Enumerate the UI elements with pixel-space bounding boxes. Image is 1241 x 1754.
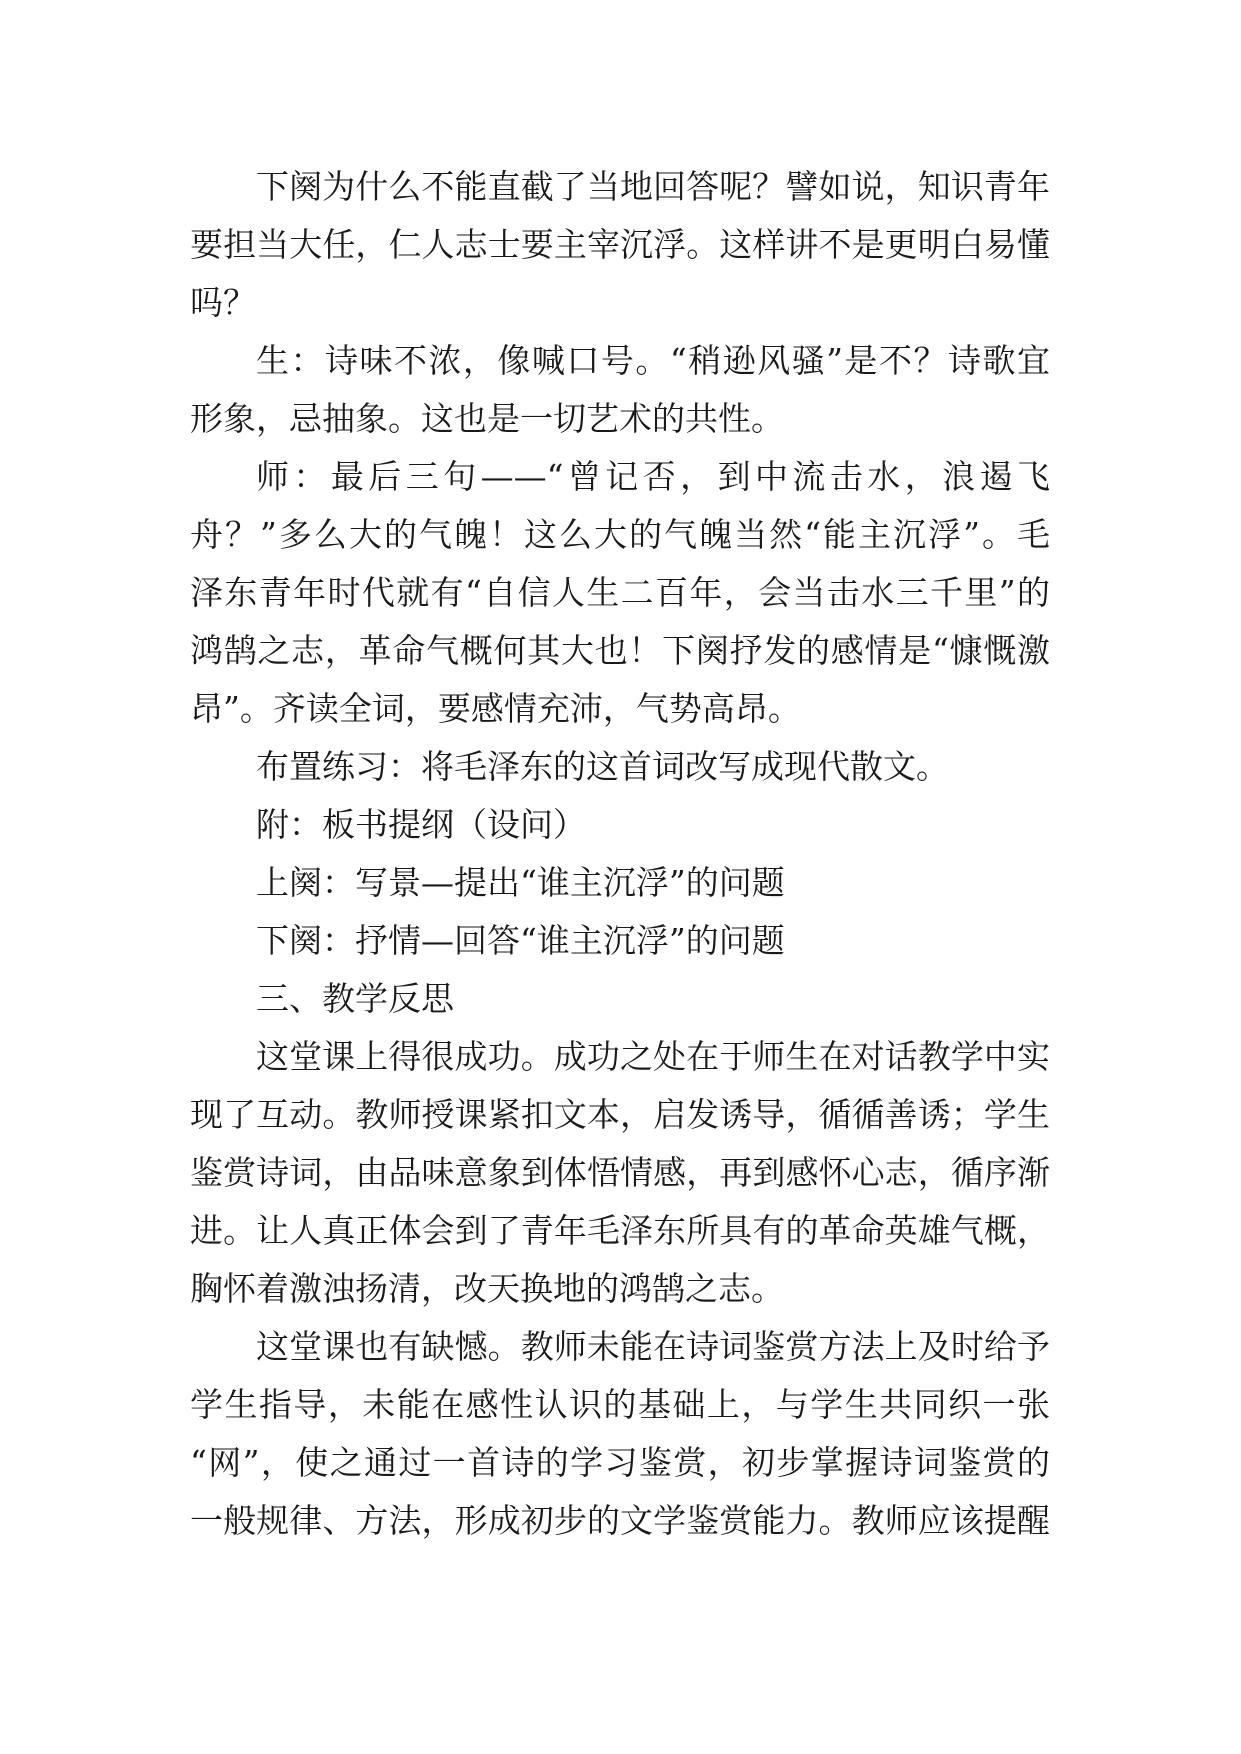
board-outline-item: 上阕：写景—提出“谁主沉浮”的问题 [256, 863, 785, 902]
paragraph-line: 学生指导，未能在感性认识的基础上，与学生共同织一张 [190, 1385, 1050, 1424]
paragraph-line: 泽东青年时代就有“自信人生二百年，会当击水三千里”的 [190, 573, 1050, 612]
paragraph-line: 进。让人真正体会到了青年毛泽东所具有的革命英雄气概， [190, 1211, 1050, 1250]
paragraph-line: 要担当大任，仁人志士要主宰沉浮。这样讲不是更明白易懂 [190, 225, 1050, 264]
paragraph-line: 下阕为什么不能直截了当地回答呢？譬如说，知识青年 [256, 167, 1050, 206]
paragraph-line: 这堂课上得很成功。成功之处在于师生在对话教学中实 [256, 1037, 1050, 1076]
section-heading: 三、教学反思 [256, 979, 454, 1018]
paragraph-line: 舟？”多么大的气魄！这么大的气魄当然“能主沉浮”。毛 [190, 515, 1050, 554]
paragraph-line: 鸿鹄之志，革命气概何其大也！下阕抒发的感情是“慷慨激 [190, 631, 1050, 670]
paragraph-line: 形象，忌抽象。这也是一切艺术的共性。 [190, 399, 784, 438]
paragraph-line: 吗？ [190, 283, 256, 322]
board-outline-item: 下阕：抒情—回答“谁主沉浮”的问题 [256, 921, 785, 960]
paragraph-line: 布置练习：将毛泽东的这首词改写成现代散文。 [256, 747, 949, 786]
paragraph-line: 师：最后三句——“曾记否，到中流击水，浪遏飞 [256, 457, 1050, 496]
paragraph-line: 这堂课也有缺憾。教师未能在诗词鉴赏方法上及时给予 [256, 1327, 1050, 1366]
paragraph-line: 胸怀着激浊扬清，改天换地的鸿鹄之志。 [190, 1269, 784, 1308]
board-outline-heading: 附：板书提纲（设问） [256, 805, 586, 844]
paragraph-line: “网”，使之通过一首诗的学习鉴赏，初步掌握诗词鉴赏的 [190, 1443, 1050, 1482]
paragraph-line: 现了互动。教师授课紧扣文本，启发诱导，循循善诱；学生 [190, 1095, 1050, 1134]
paragraph-line: 鉴赏诗词，由品味意象到体悟情感，再到感怀心志，循序渐 [190, 1153, 1050, 1192]
paragraph-line: 昂”。齐读全词，要感情充沛，气势高昂。 [190, 689, 801, 728]
document-body [190, 158, 1050, 1550]
paragraph-line: 一般规律、方法，形成初步的文学鉴赏能力。教师应该提醒 [190, 1501, 1050, 1540]
paragraph-line: 生：诗味不浓，像喊口号。“稍逊风骚”是不？诗歌宜 [256, 341, 1050, 380]
